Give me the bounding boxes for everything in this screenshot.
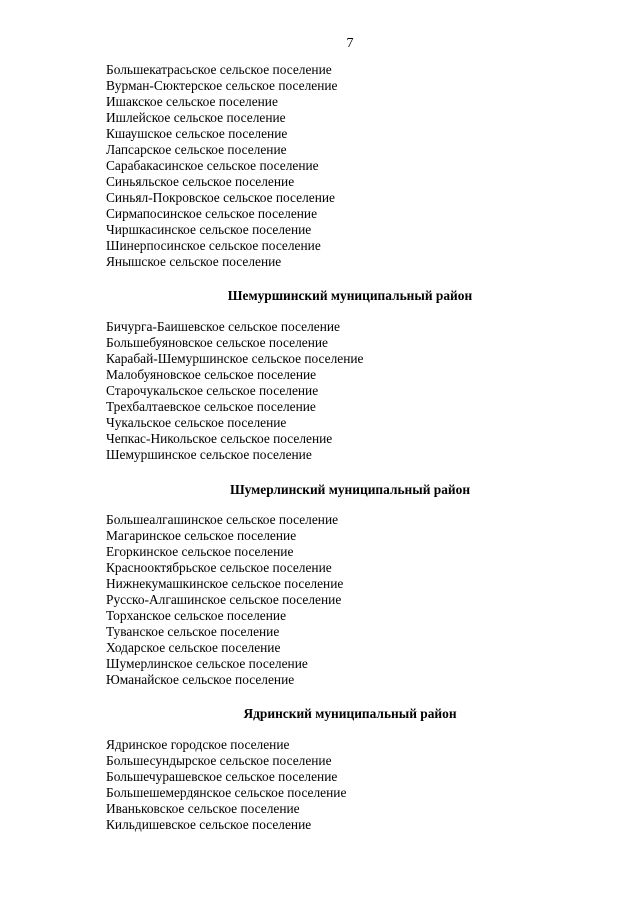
settlement-list xyxy=(106,62,337,270)
settlement-item: Синьяльское сельское поселение xyxy=(106,174,295,189)
settlement-item: Ишлейское сельское поселение xyxy=(106,110,286,125)
settlement-item: Кильдишевское сельское поселение xyxy=(106,817,312,832)
settlement-list xyxy=(106,737,346,833)
settlement-item: Синьял-Покровское сельское поселение xyxy=(106,190,336,205)
district-heading: Ядринский муниципальный район xyxy=(243,706,457,721)
settlement-item: Ишакское сельское поселение xyxy=(106,94,278,109)
settlement-item: Большечурашевское сельское поселение xyxy=(106,769,338,784)
settlement-item: Большеалгашинское сельское поселение xyxy=(106,512,339,527)
settlement-item: Бичурга-Баишевское сельское поселение xyxy=(106,319,340,334)
settlement-item: Малобуяновское сельское поселение xyxy=(106,367,317,382)
settlement-item: Торханское сельское поселение xyxy=(106,608,287,623)
settlement-list xyxy=(106,319,364,463)
settlement-item: Шинерпосинское сельское поселение xyxy=(106,238,321,253)
district-heading: Шемуршинский муниципальный район xyxy=(227,288,473,303)
settlement-item: Магаринское сельское поселение xyxy=(106,528,297,543)
settlement-item: Старочукальское сельское поселение xyxy=(106,383,319,398)
settlement-item: Большебуяновское сельское поселение xyxy=(106,335,329,350)
settlement-item: Чукальское сельское поселение xyxy=(106,415,287,430)
settlement-item: Краснооктябрьское сельское поселение xyxy=(106,560,332,575)
settlement-item: Янышское сельское поселение xyxy=(106,254,282,269)
page-number: 7 xyxy=(346,36,354,51)
settlement-item: Вурман-Сюктерское сельское поселение xyxy=(106,78,338,93)
settlement-list xyxy=(106,512,343,688)
settlement-item: Юманайское сельское поселение xyxy=(106,672,295,687)
settlement-item: Большешемердянское сельское поселение xyxy=(106,785,347,800)
settlement-item: Кшаушское сельское поселение xyxy=(106,126,288,141)
settlement-item: Шумерлинское сельское поселение xyxy=(106,656,308,671)
district-heading: Шумерлинский муниципальный район xyxy=(229,482,471,497)
settlement-item: Сарабакасинское сельское поселение xyxy=(106,158,319,173)
settlement-item: Туванское сельское поселение xyxy=(106,624,280,639)
settlement-item: Чиршкасинское сельское поселение xyxy=(106,222,312,237)
settlement-item: Ядринское городское поселение xyxy=(106,737,290,752)
settlement-item: Ходарское сельское поселение xyxy=(106,640,281,655)
settlement-item: Трехбалтаевское сельское поселение xyxy=(106,399,316,414)
settlement-item: Чепкас-Никольское сельское поселение xyxy=(106,431,333,446)
settlement-item: Карабай-Шемуршинское сельское поселение xyxy=(106,351,364,366)
settlement-item: Русско-Алгашинское сельское поселение xyxy=(106,592,342,607)
settlement-item: Большесундырское сельское поселение xyxy=(106,753,332,768)
settlement-item: Нижнекумашкинское сельское поселение xyxy=(106,576,344,591)
settlement-item: Егоркинское сельское поселение xyxy=(106,544,294,559)
settlement-item: Большекатрасьское сельское поселение xyxy=(106,62,332,77)
settlement-item: Иваньковское сельское поселение xyxy=(106,801,300,816)
settlement-item: Шемуршинское сельское поселение xyxy=(106,447,312,462)
settlement-item: Сирмапосинское сельское поселение xyxy=(106,206,318,221)
settlement-item: Лапсарское сельское поселение xyxy=(106,142,287,157)
